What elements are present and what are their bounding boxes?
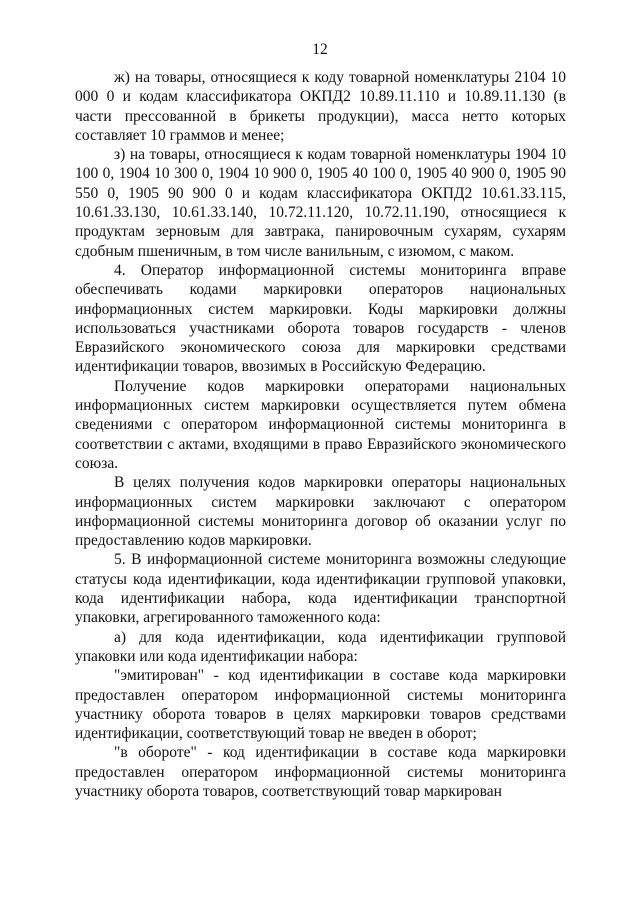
paragraph-receiving-codes: Получение кодов маркировки операторами национальных информационных систем маркировки осуществляется путем обмена сведениями с оператором информационной системы мониторинга в соответствии с актами, входящими в право Евразийского экономического союза. xyxy=(75,377,566,472)
paragraph-item-zh: ж) на товары, относящиеся к коду товарной номенклатуры 2104 10 000 0 и кодам классификатора ОКПД2 10.89.11.110 и 10.89.11.130 (в части прессованной в брикеты продукции), масса нетто которых составляет 10 граммов и менее; xyxy=(75,69,566,144)
paragraph-clause-4: 4. Оператор информационной системы мониторинга вправе обеспечивать кодами маркировки операторов национальных информационных систем маркировки. Коды маркировки должны использоваться участниками оборота товаров государств - членов Евразийского экономического союза для маркировки средствами идентификации товаров, ввозимых в Российскую Федерацию. xyxy=(75,261,566,376)
page-number: 12 xyxy=(312,41,328,58)
paragraph-item-a: а) для кода идентификации, кода идентификации групповой упаковки или кода идентификации набора: xyxy=(75,628,566,665)
paragraph-contract: В целях получения кодов маркировки операторы национальных информационных систем маркировки заключают с оператором информационной системы мониторинга договор об оказании услуг по предоставлению кодов маркировки. xyxy=(75,474,566,550)
paragraph-item-z: з) на товары, относящиеся к кодам товарной номенклатуры 1904 10 100 0, 1904 10 300 0, 1904 10 900 0, 1905 40 100 0, 1905 40 900 0, 1905 90 550 0, 1905 90 900 0 и кодам классификатора ОКПД2 10.61.33.115, 10.61.33.130, 10.61.33.140, 10.72.11.120, 10.72.11.190, относящиеся к продуктам зерновым для завтрака, панировочным сухарям, сухарям сдобным пшеничным, в том числе ванильным, с изюмом, с маком. xyxy=(75,146,566,260)
paragraph-clause-5: 5. В информационной системе мониторинга возможны следующие статусы кода идентификации, кода идентификации групповой упаковки, кода идентификации набора, кода идентификации транспортной упаковки, агрегированного таможенного кода: xyxy=(75,551,566,627)
document-body xyxy=(75,68,566,801)
paragraph-status-emitted: "эмитирован" - код идентификации в составе кода маркировки предоставлен оператором информационной системы мониторинга участнику оборота товаров в целях маркировки товаров средствами идентификации, соответствующий товар не введен в оборот; xyxy=(75,667,566,743)
paragraph-status-in-circulation: "в обороте" - код идентификации в составе кода маркировки предоставлен оператором информационной системы мониторинга участнику оборота товаров, соответствующий товар маркирован xyxy=(75,744,566,800)
